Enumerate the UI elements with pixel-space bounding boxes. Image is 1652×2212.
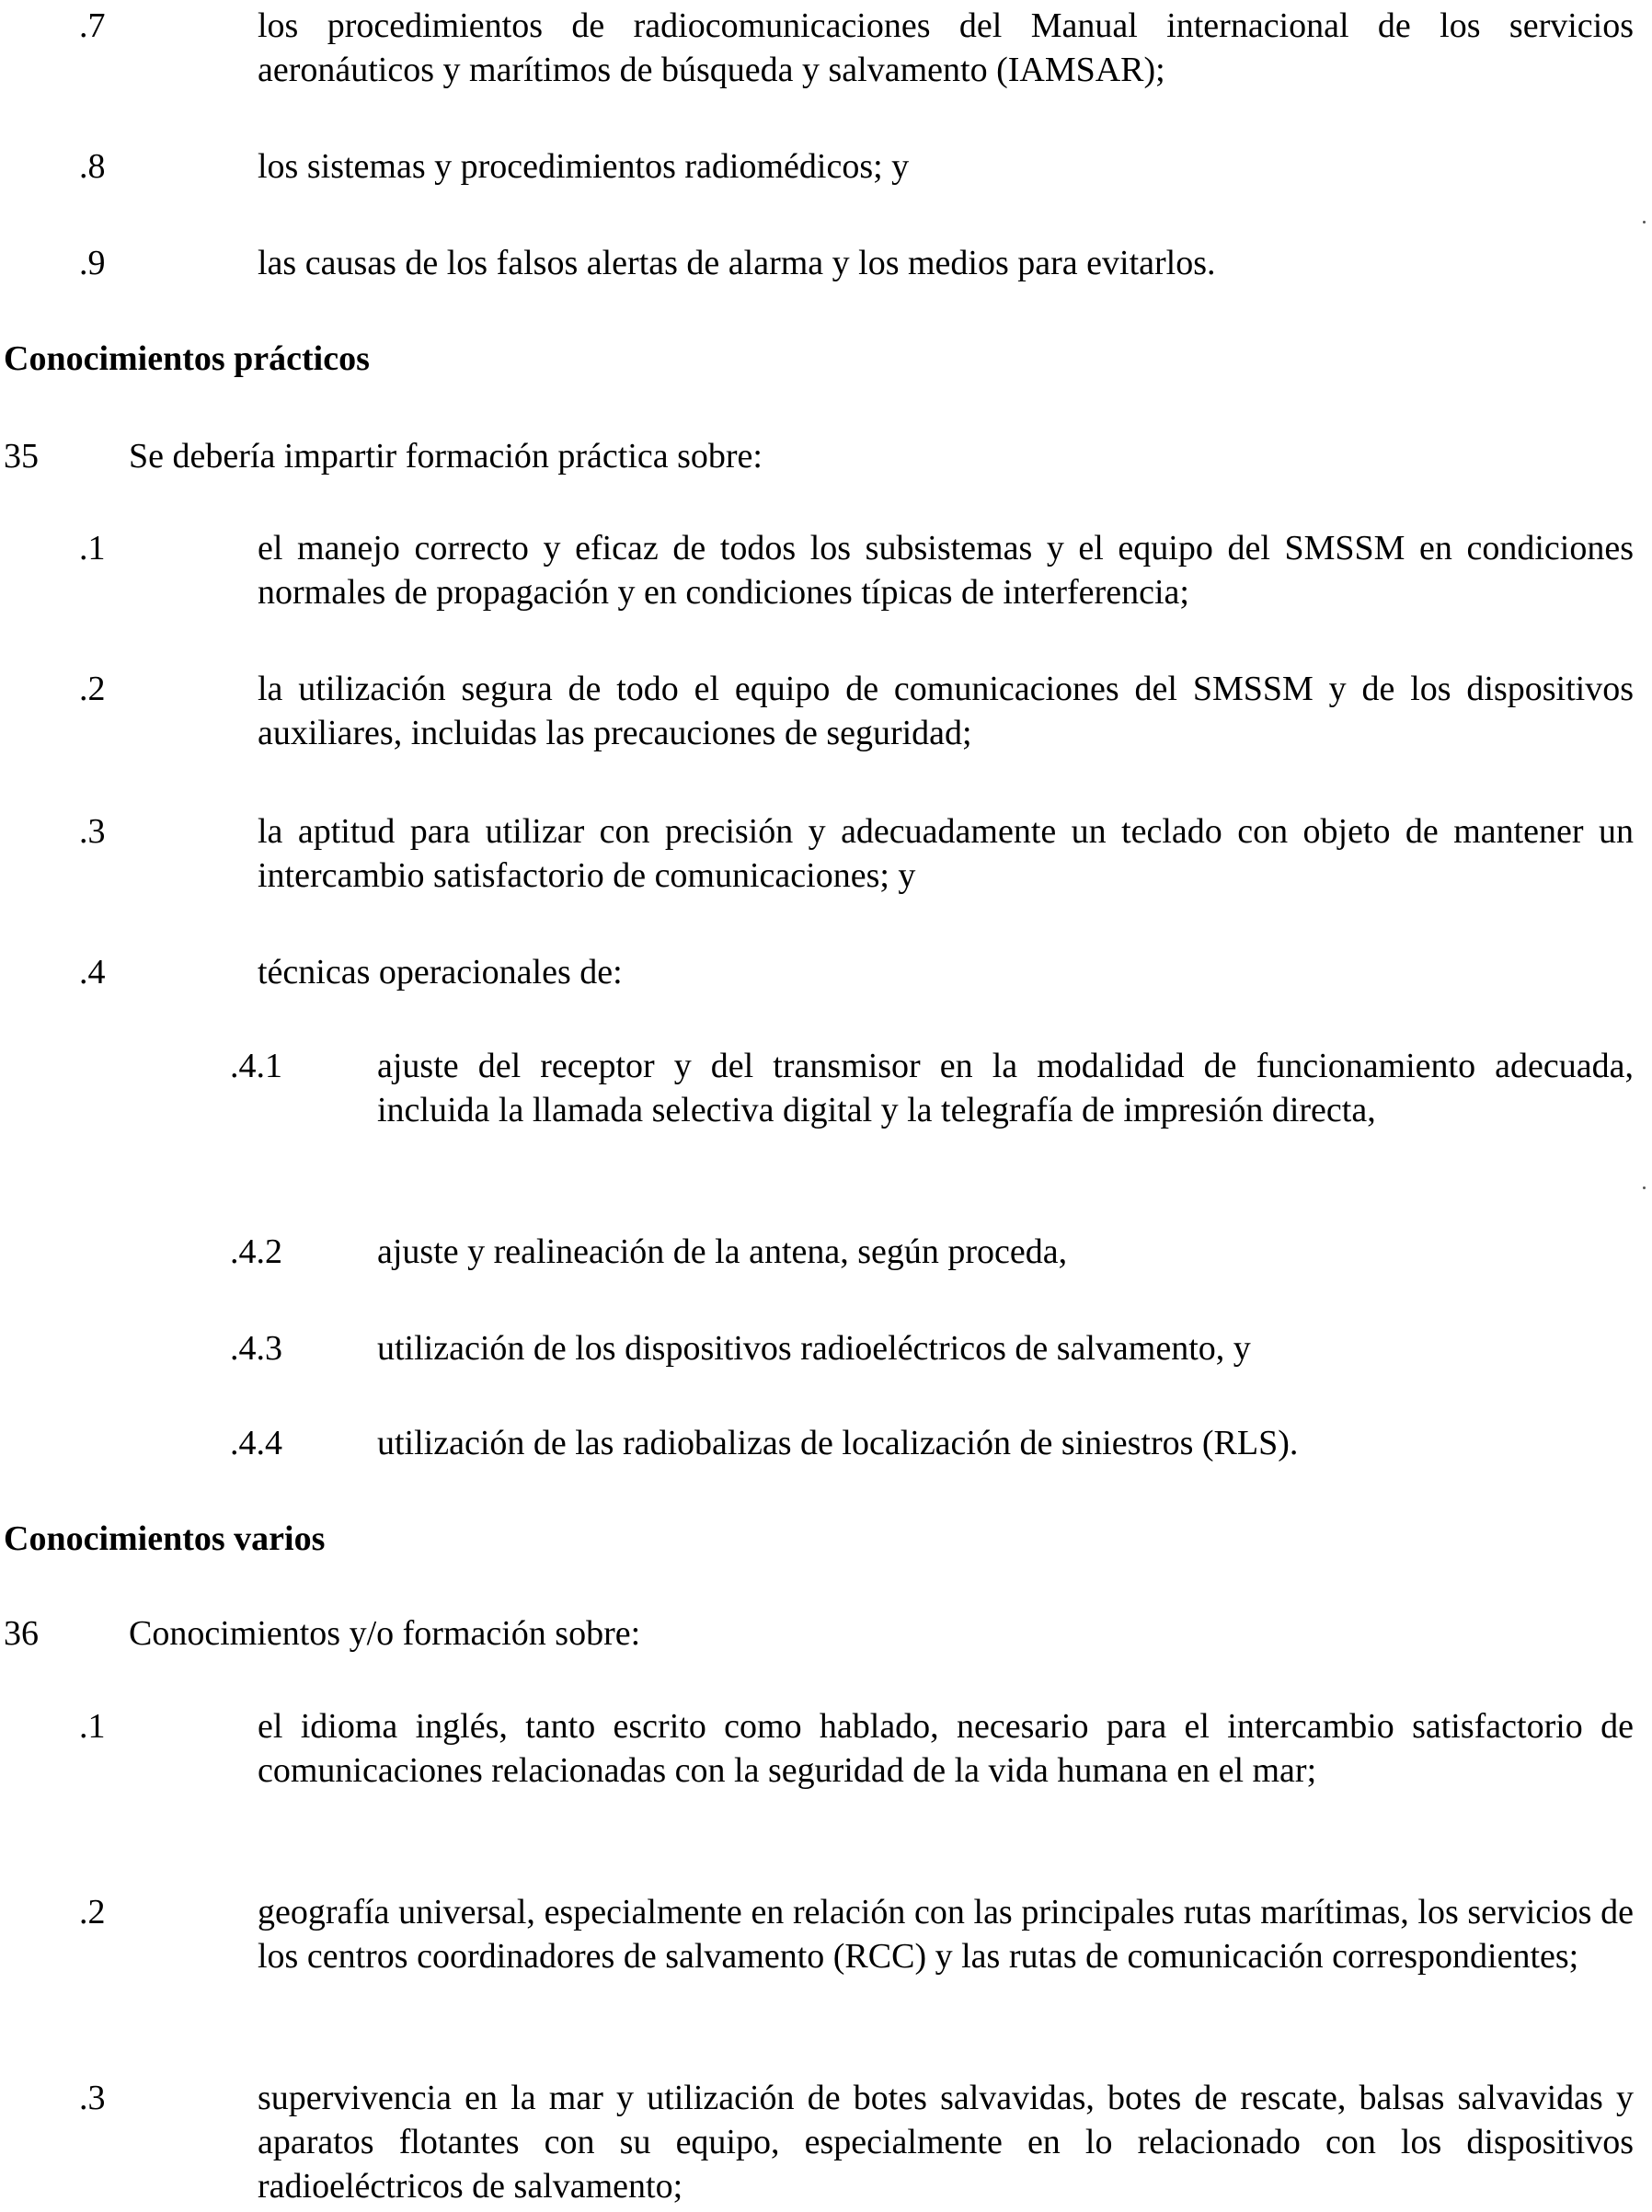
paragraph-intro: Conocimientos y/o formación sobre: bbox=[129, 1614, 641, 1653]
subitem-text: utilización de los dispositivos radioeléctricos de salvamento, y bbox=[377, 1329, 1251, 1368]
sub-list-item bbox=[230, 1230, 1634, 1274]
subitem-text: ajuste y realineación de la antena, según proceda, bbox=[377, 1232, 1068, 1271]
item-number: .2 bbox=[79, 1893, 106, 1931]
item-number: .2 bbox=[79, 670, 106, 708]
paragraph-intro: Se debería impartir formación práctica sobre: bbox=[129, 437, 763, 476]
subitem-text: ajuste del receptor y del transmisor en la modalidad de funcionamiento adecuada, incluida la llamada selectiva digital y la telegrafía de impresión directa, bbox=[377, 1047, 1634, 1129]
item-text: la aptitud para utilizar con precisión y adecuadamente un teclado con objeto de mantener un intercambio satisfactorio de comunicaciones; y bbox=[258, 812, 1634, 895]
item-number: .3 bbox=[79, 812, 106, 851]
paragraph-36 bbox=[4, 1611, 1634, 1656]
subitem-text: utilización de las radiobalizas de localización de siniestros (RLS). bbox=[377, 1424, 1299, 1462]
list-item bbox=[79, 241, 1634, 285]
list-item bbox=[79, 667, 1634, 755]
item-text: el manejo correcto y eficaz de todos los subsistemas y el equipo del SMSSM en condiciones normales de propagación y en condiciones típicas de interferencia; bbox=[258, 529, 1634, 612]
subitem-number: .4.1 bbox=[230, 1047, 282, 1085]
list-item bbox=[79, 1890, 1634, 1978]
item-text: los sistemas y procedimientos radiomédicos; y bbox=[258, 147, 910, 186]
list-item bbox=[79, 4, 1634, 92]
item-text: supervivencia en la mar y utilización de botes salvavidas, botes de rescate, balsas salvavidas y aparatos flotantes con su equipo, especialmente en lo relacionado con los dispositivos radioeléctricos de salvamento; bbox=[258, 2079, 1634, 2206]
item-number: .4 bbox=[79, 953, 106, 991]
paragraph-number: 36 bbox=[4, 1614, 39, 1653]
item-number: .1 bbox=[79, 529, 106, 567]
list-item bbox=[79, 2076, 1634, 2208]
list-item bbox=[79, 144, 1634, 189]
item-number: .8 bbox=[79, 147, 106, 186]
list-item bbox=[79, 526, 1634, 614]
sub-list-item bbox=[230, 1421, 1634, 1465]
item-text: el idioma inglés, tanto escrito como hablado, necesario para el intercambio satisfactorio de comunicaciones relacionadas con la seguridad de la vida humana en el mar; bbox=[258, 1707, 1634, 1790]
paragraph-number: 35 bbox=[4, 437, 39, 476]
item-text: la utilización segura de todo el equipo de comunicaciones del SMSSM y de los dispositivos auxiliares, incluidas las precauciones de seguridad; bbox=[258, 670, 1634, 752]
item-text: los procedimientos de radiocomunicaciones del Manual internacional de los servicios aeronáuticos y marítimos de búsqueda y salvamento (IAMSAR); bbox=[258, 6, 1634, 89]
subitem-number: .4.4 bbox=[230, 1424, 282, 1462]
section-heading-various: Conocimientos varios bbox=[4, 1519, 326, 1558]
subitem-number: .4.2 bbox=[230, 1232, 282, 1271]
item-number: .7 bbox=[79, 6, 106, 45]
item-number: .9 bbox=[79, 244, 106, 282]
section-heading-practical: Conocimientos prácticos bbox=[4, 339, 370, 378]
item-number: .1 bbox=[79, 1707, 106, 1746]
item-text: geografía universal, especialmente en relación con las principales rutas marítimas, los servicios de los centros coordinadores de salvamento (RCC) y las rutas de comunicación correspondientes; bbox=[258, 1893, 1634, 1976]
list-item bbox=[79, 1704, 1634, 1793]
sub-list-item bbox=[230, 1044, 1634, 1132]
scan-speck bbox=[1643, 221, 1646, 223]
list-item bbox=[79, 809, 1634, 898]
item-number: .3 bbox=[79, 2079, 106, 2117]
item-text: las causas de los falsos alertas de alarma y los medios para evitarlos. bbox=[258, 244, 1216, 282]
item-text: técnicas operacionales de: bbox=[258, 953, 623, 991]
paragraph-35 bbox=[4, 434, 1634, 478]
list-item bbox=[79, 950, 1634, 994]
scan-speck bbox=[1643, 1186, 1646, 1189]
subitem-number: .4.3 bbox=[230, 1329, 282, 1368]
sub-list-item bbox=[230, 1326, 1634, 1370]
